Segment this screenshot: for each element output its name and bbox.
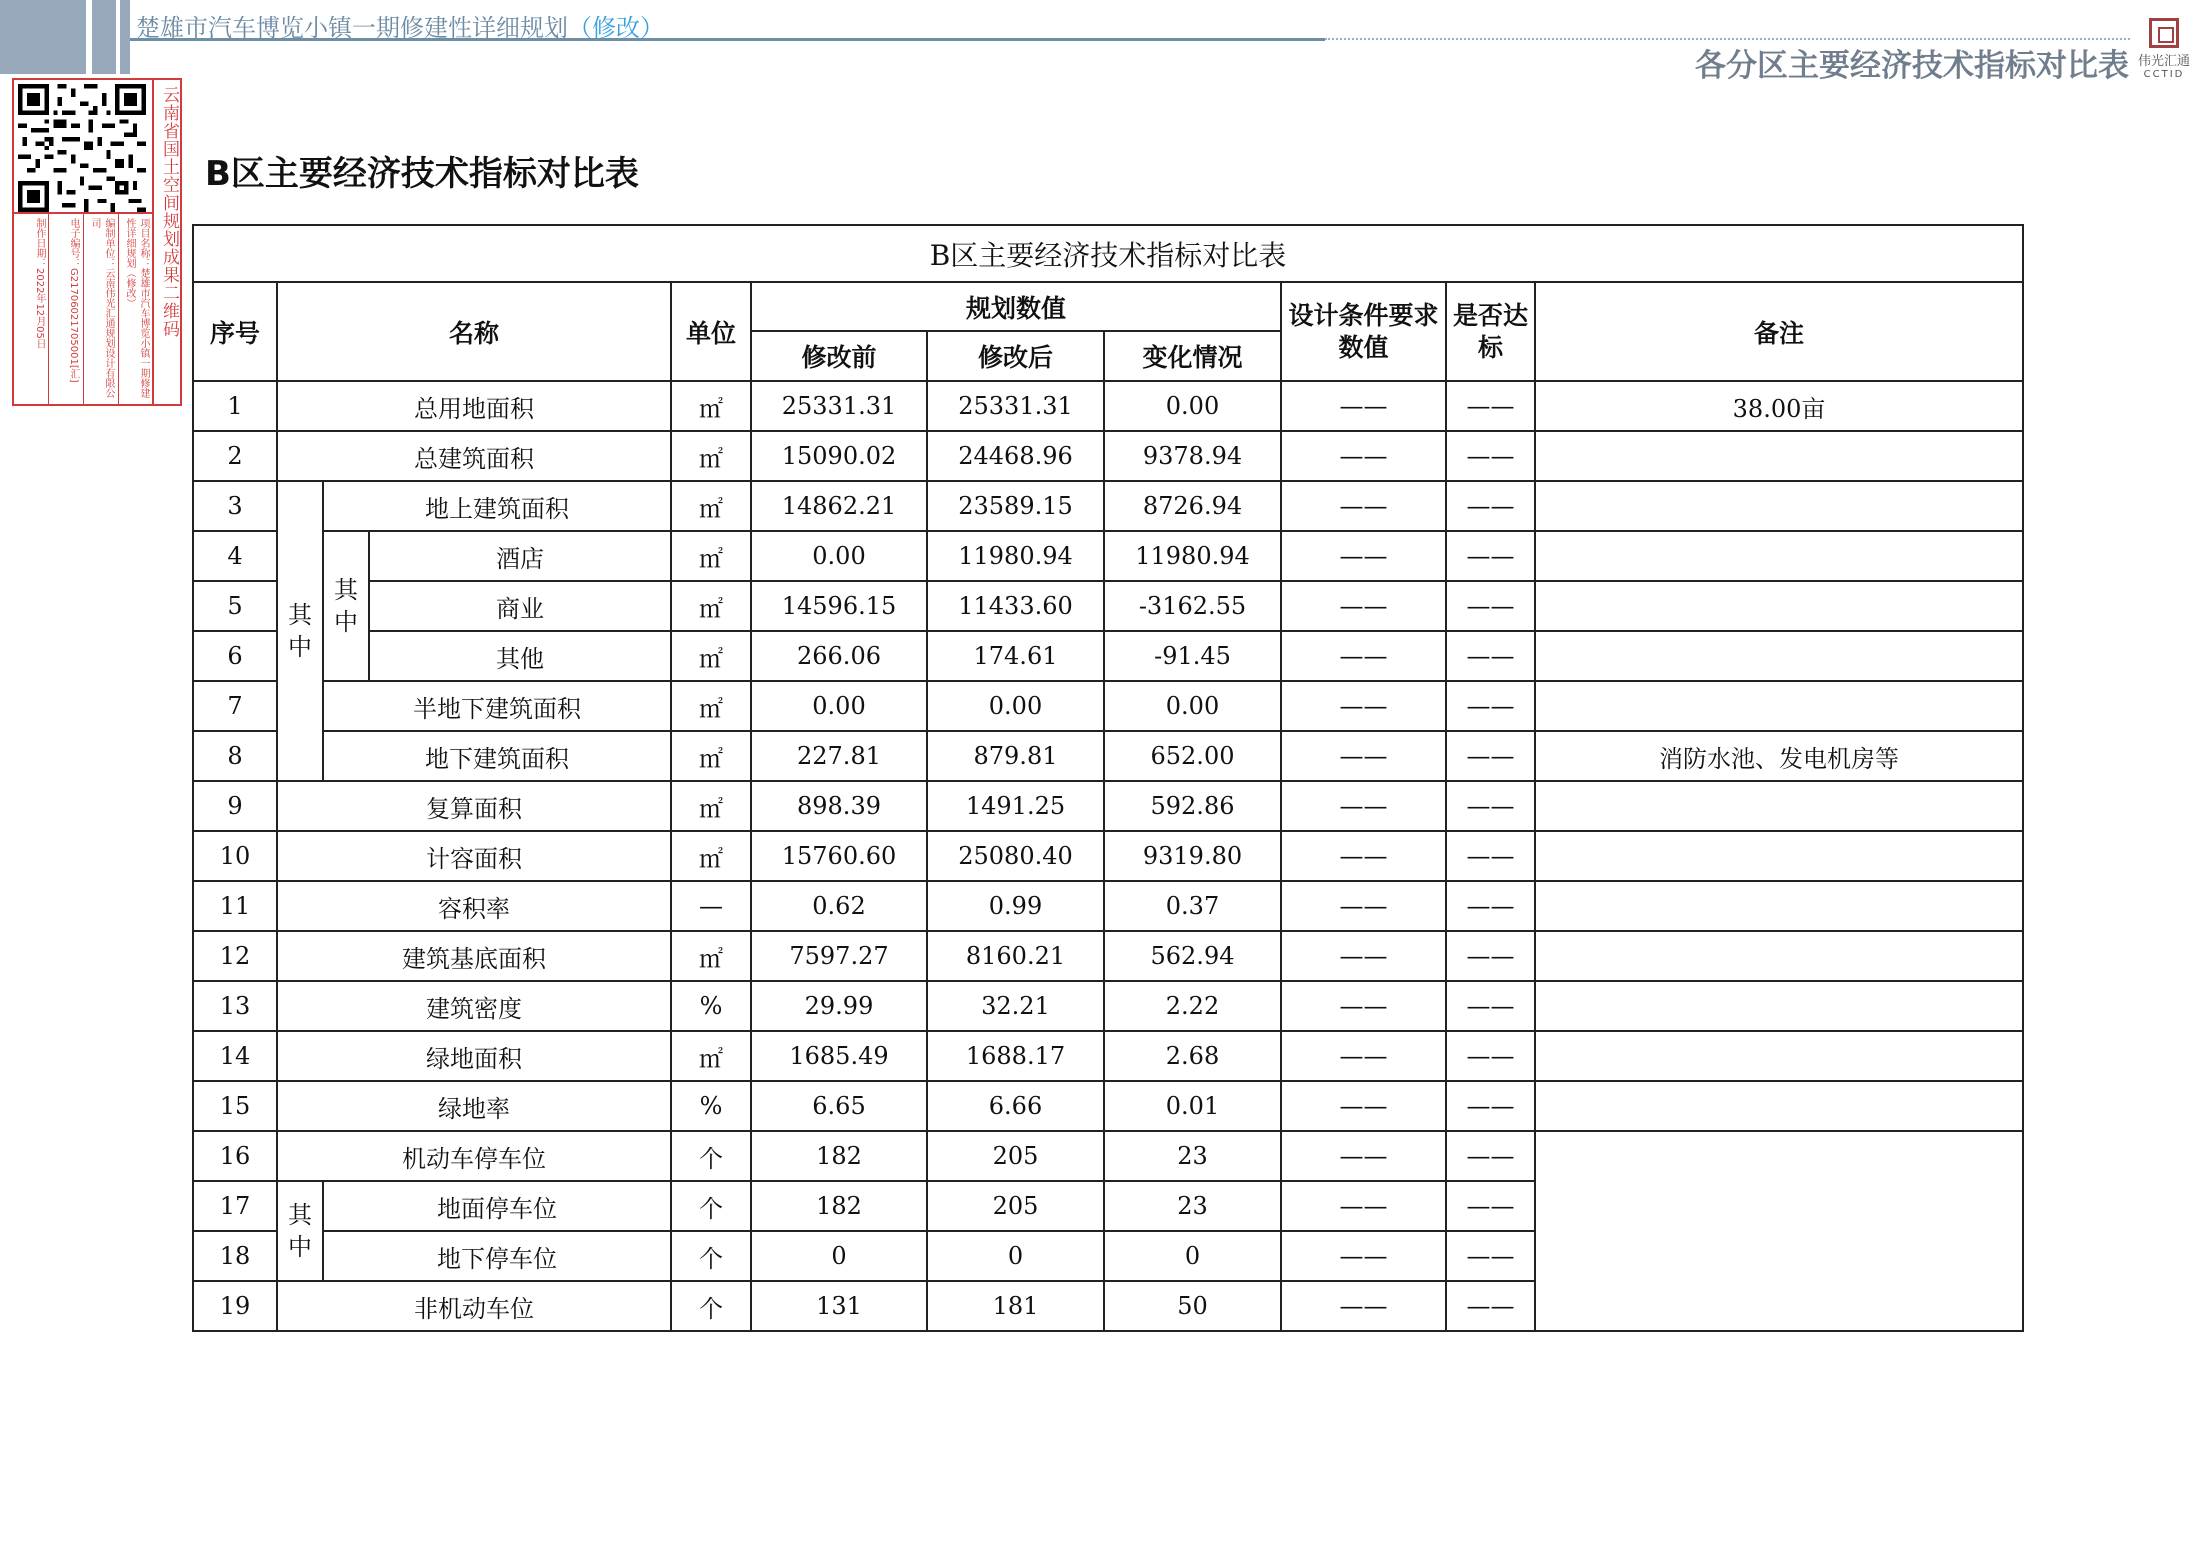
cell-no: 2 (193, 431, 277, 481)
cell-no: 14 (193, 1031, 277, 1081)
cell-before: 227.81 (751, 731, 927, 781)
cell-met: —— (1446, 581, 1535, 631)
table-row (193, 381, 2023, 431)
company-logo (2135, 18, 2193, 80)
cell-unit: ㎡ (671, 581, 751, 631)
cell-before: 266.06 (751, 631, 927, 681)
cell-requirement: —— (1281, 431, 1446, 481)
cell-requirement: —— (1281, 731, 1446, 781)
cell-met: —— (1446, 381, 1535, 431)
cell-name: 绿地率 (277, 1081, 671, 1131)
cell-before: 182 (751, 1181, 927, 1231)
cell-after: 6.66 (927, 1081, 1104, 1131)
cell-met: —— (1446, 881, 1535, 931)
cell-no: 11 (193, 881, 277, 931)
cell-name: 地下建筑面积 (323, 731, 671, 781)
cell-remark (1535, 481, 2023, 531)
cell-unit: ㎡ (671, 631, 751, 681)
cell-after: 1688.17 (927, 1031, 1104, 1081)
header-after: 修改后 (927, 331, 1104, 381)
cell-name: 绿地面积 (277, 1031, 671, 1081)
header-name: 名称 (277, 282, 671, 381)
cell-before: 25331.31 (751, 381, 927, 431)
cell-requirement: —— (1281, 1131, 1446, 1181)
cell-change: 8726.94 (1104, 481, 1281, 531)
header-plan: 规划数值 (751, 282, 1281, 331)
table-row (193, 831, 2023, 881)
stamp-unit: 编制单位：云南伟光汇通规划设计有限公司 (89, 218, 114, 398)
cell-before: 0.00 (751, 531, 927, 581)
cell-after: 879.81 (927, 731, 1104, 781)
cell-unit: ㎡ (671, 831, 751, 881)
cell-met: —— (1446, 481, 1535, 531)
cell-met: —— (1446, 731, 1535, 781)
cell-unit: — (671, 881, 751, 931)
cell-change: 9378.94 (1104, 431, 1281, 481)
cell-met: —— (1446, 831, 1535, 881)
cell-remark (1535, 581, 2023, 631)
cell-after: 181 (927, 1281, 1104, 1331)
cell-remark (1535, 1081, 2023, 1131)
cell-unit: ㎡ (671, 381, 751, 431)
table-row (193, 681, 2023, 731)
cell-after: 23589.15 (927, 481, 1104, 531)
cell-remark (1535, 631, 2023, 681)
cell-name: 复算面积 (277, 781, 671, 831)
cell-change: 0.00 (1104, 681, 1281, 731)
cell-after: 8160.21 (927, 931, 1104, 981)
table-row (193, 981, 2023, 1031)
stamp-date: 制作日期：2022年12月05日 (34, 218, 45, 349)
cell-remark (1535, 1031, 2023, 1081)
cell-requirement: —— (1281, 1031, 1446, 1081)
cell-name: 总建筑面积 (277, 431, 671, 481)
cell-change: 0.01 (1104, 1081, 1281, 1131)
cell-change: 50 (1104, 1281, 1281, 1331)
cell-name: 其他 (369, 631, 671, 681)
cell-change: 0.37 (1104, 881, 1281, 931)
cell-requirement: —— (1281, 681, 1446, 731)
stamp-project: 项目名称：楚雄市汽车博览小镇一期修建性详细规划（修改） (124, 218, 149, 398)
cell-no: 18 (193, 1231, 277, 1281)
cell-change: 11980.94 (1104, 531, 1281, 581)
cell-met: —— (1446, 431, 1535, 481)
table-row (193, 881, 2023, 931)
cell-before: 15760.60 (751, 831, 927, 881)
cell-name: 总用地面积 (277, 381, 671, 431)
cell-after: 205 (927, 1181, 1104, 1231)
cell-after: 0.00 (927, 681, 1104, 731)
cell-after: 24468.96 (927, 431, 1104, 481)
cell-remark (1535, 1131, 2023, 1331)
cell-requirement: —— (1281, 931, 1446, 981)
cell-before: 898.39 (751, 781, 927, 831)
cell-after: 11433.60 (927, 581, 1104, 631)
indicator-table (192, 224, 2024, 1332)
logo-mark-icon (2149, 18, 2179, 48)
group-label-qizhong: 其中 (277, 481, 323, 781)
cell-name: 地下停车位 (323, 1231, 671, 1281)
cell-requirement: —— (1281, 881, 1446, 931)
cell-unit: ㎡ (671, 431, 751, 481)
table-row (193, 931, 2023, 981)
cell-met: —— (1446, 1231, 1535, 1281)
cell-name: 容积率 (277, 881, 671, 931)
document-title: 楚雄市汽车博览小镇一期修建性详细规划（修改） (136, 14, 664, 42)
cell-change: 0.00 (1104, 381, 1281, 431)
cell-no: 3 (193, 481, 277, 531)
header-no: 序号 (193, 282, 277, 381)
cell-remark (1535, 681, 2023, 731)
cell-requirement: —— (1281, 1231, 1446, 1281)
cell-no: 19 (193, 1281, 277, 1331)
cell-met: —— (1446, 681, 1535, 731)
cell-met: —— (1446, 1181, 1535, 1231)
cell-requirement: —— (1281, 1181, 1446, 1231)
header-requirement: 设计条件要求数值 (1281, 282, 1446, 381)
table-row (193, 1031, 2023, 1081)
cell-before: 0.62 (751, 881, 927, 931)
cell-requirement: —— (1281, 631, 1446, 681)
qr-code-icon (18, 84, 146, 212)
cell-name: 计容面积 (277, 831, 671, 881)
logo-name: 伟光汇通 (2137, 54, 2190, 69)
qr-stamp (12, 78, 182, 406)
table-row (193, 1081, 2023, 1131)
cell-met: —— (1446, 781, 1535, 831)
cell-unit: ㎡ (671, 681, 751, 731)
cell-before: 7597.27 (751, 931, 927, 981)
cell-after: 11980.94 (927, 531, 1104, 581)
cell-requirement: —— (1281, 781, 1446, 831)
cell-remark (1535, 781, 2023, 831)
cell-requirement: —— (1281, 381, 1446, 431)
cell-no: 16 (193, 1131, 277, 1181)
cell-before: 14862.21 (751, 481, 927, 531)
cell-requirement: —— (1281, 1081, 1446, 1131)
table-row (193, 781, 2023, 831)
cell-met: —— (1446, 531, 1535, 581)
cell-unit: ㎡ (671, 781, 751, 831)
cell-before: 14596.15 (751, 581, 927, 631)
cell-remark (1535, 831, 2023, 881)
cell-no: 13 (193, 981, 277, 1031)
table-row (193, 1131, 2023, 1181)
cell-before: 0.00 (751, 681, 927, 731)
cell-change: -3162.55 (1104, 581, 1281, 631)
cell-met: —— (1446, 1281, 1535, 1331)
cell-after: 174.61 (927, 631, 1104, 681)
cell-no: 4 (193, 531, 277, 581)
cell-unit: ㎡ (671, 531, 751, 581)
cell-requirement: —— (1281, 831, 1446, 881)
table-row (193, 481, 2023, 531)
cell-name: 机动车停车位 (277, 1131, 671, 1181)
cell-unit: ㎡ (671, 731, 751, 781)
cell-met: —— (1446, 631, 1535, 681)
cell-unit: ㎡ (671, 1031, 751, 1081)
cell-after: 0 (927, 1231, 1104, 1281)
cell-no: 5 (193, 581, 277, 631)
cell-change: 652.00 (1104, 731, 1281, 781)
cell-name: 地面停车位 (323, 1181, 671, 1231)
stamp-divider (118, 212, 119, 404)
table-row (193, 581, 2023, 631)
cell-met: —— (1446, 1081, 1535, 1131)
cell-change: -91.45 (1104, 631, 1281, 681)
cell-remark (1535, 431, 2023, 481)
cell-change: 2.22 (1104, 981, 1281, 1031)
cell-requirement: —— (1281, 981, 1446, 1031)
cell-unit: ㎡ (671, 931, 751, 981)
stamp-title: 云南省国土空间规划成果二维码 (159, 86, 179, 338)
cell-met: —— (1446, 981, 1535, 1031)
cell-no: 15 (193, 1081, 277, 1131)
cell-unit: 个 (671, 1281, 751, 1331)
cell-no: 17 (193, 1181, 277, 1231)
cell-met: —— (1446, 931, 1535, 981)
header-met: 是否达标 (1446, 282, 1535, 381)
cell-no: 1 (193, 381, 277, 431)
cell-remark (1535, 931, 2023, 981)
cell-after: 1491.25 (927, 781, 1104, 831)
cell-name: 地上建筑面积 (323, 481, 671, 531)
cell-unit: % (671, 1081, 751, 1131)
page-title: B区主要经济技术指标对比表 (205, 154, 639, 194)
cell-after: 25080.40 (927, 831, 1104, 881)
cell-change: 23 (1104, 1181, 1281, 1231)
cell-change: 562.94 (1104, 931, 1281, 981)
cell-remark: 38.00亩 (1535, 381, 2023, 431)
cell-no: 12 (193, 931, 277, 981)
cell-no: 8 (193, 731, 277, 781)
cell-after: 32.21 (927, 981, 1104, 1031)
table-row (193, 531, 2023, 581)
cell-name: 商业 (369, 581, 671, 631)
stamp-divider (48, 212, 49, 404)
cell-remark (1535, 981, 2023, 1031)
header-before: 修改前 (751, 331, 927, 381)
subgroup-label-qizhong: 其中 (323, 531, 369, 681)
table-row (193, 631, 2023, 681)
section-title: 各分区主要经济技术指标对比表 (1695, 48, 2129, 84)
document-title-tag: （修改） (568, 14, 664, 42)
cell-name: 建筑基底面积 (277, 931, 671, 981)
header-bar-block (92, 0, 116, 74)
cell-requirement: —— (1281, 581, 1446, 631)
cell-remark: 消防水池、发电机房等 (1535, 731, 2023, 781)
table-caption: B区主要经济技术指标对比表 (193, 225, 2023, 282)
stamp-code: 电子编号：G21706021705001[汇] (68, 218, 79, 383)
cell-no: 10 (193, 831, 277, 881)
cell-change: 23 (1104, 1131, 1281, 1181)
cell-change: 2.68 (1104, 1031, 1281, 1081)
cell-requirement: —— (1281, 481, 1446, 531)
cell-before: 29.99 (751, 981, 927, 1031)
cell-met: —— (1446, 1031, 1535, 1081)
cell-before: 0 (751, 1231, 927, 1281)
cell-unit: 个 (671, 1181, 751, 1231)
stamp-divider (83, 212, 84, 404)
header-remark: 备注 (1535, 282, 2023, 381)
cell-name: 建筑密度 (277, 981, 671, 1031)
cell-unit: ㎡ (671, 481, 751, 531)
header-bar-block (120, 0, 130, 74)
table-row (193, 731, 2023, 781)
logo-name-en: CCTID (2143, 69, 2185, 80)
cell-change: 9319.80 (1104, 831, 1281, 881)
cell-remark (1535, 881, 2023, 931)
cell-before: 182 (751, 1131, 927, 1181)
cell-after: 25331.31 (927, 381, 1104, 431)
cell-before: 1685.49 (751, 1031, 927, 1081)
cell-requirement: —— (1281, 531, 1446, 581)
cell-name: 酒店 (369, 531, 671, 581)
cell-before: 15090.02 (751, 431, 927, 481)
header-change: 变化情况 (1104, 331, 1281, 381)
stamp-divider (152, 80, 154, 404)
cell-remark (1535, 531, 2023, 581)
cell-before: 131 (751, 1281, 927, 1331)
cell-change: 592.86 (1104, 781, 1281, 831)
cell-name: 半地下建筑面积 (323, 681, 671, 731)
header-bar-block (0, 0, 86, 74)
cell-unit: 个 (671, 1131, 751, 1181)
cell-no: 9 (193, 781, 277, 831)
cell-requirement: —— (1281, 1281, 1446, 1331)
table-row (193, 431, 2023, 481)
parking-group-label-qizhong: 其中 (277, 1181, 323, 1281)
cell-unit: % (671, 981, 751, 1031)
header-unit: 单位 (671, 282, 751, 381)
cell-met: —— (1446, 1131, 1535, 1181)
cell-before: 6.65 (751, 1081, 927, 1131)
cell-change: 0 (1104, 1231, 1281, 1281)
cell-after: 0.99 (927, 881, 1104, 931)
cell-name: 非机动车位 (277, 1281, 671, 1331)
cell-unit: 个 (671, 1231, 751, 1281)
cell-no: 6 (193, 631, 277, 681)
cell-after: 205 (927, 1131, 1104, 1181)
cell-no: 7 (193, 681, 277, 731)
